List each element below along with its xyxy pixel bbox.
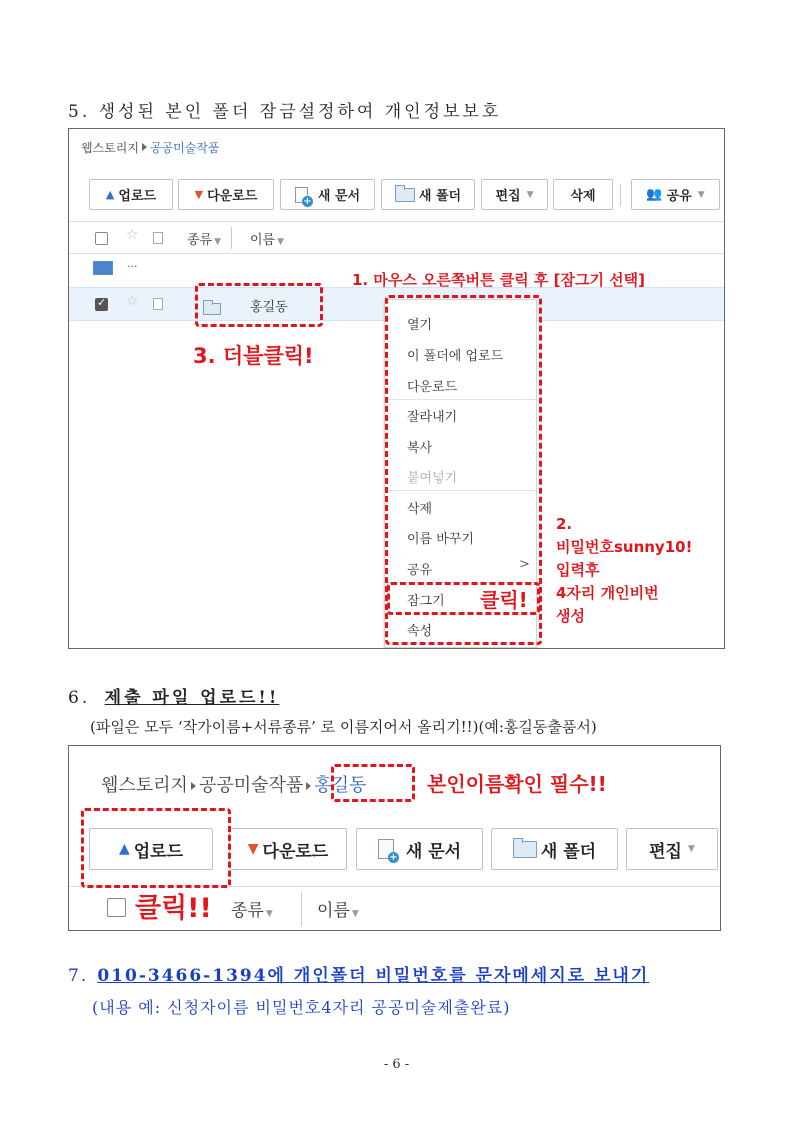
toolbar-divider bbox=[620, 184, 621, 206]
menu-item-delete[interactable]: 삭제 bbox=[407, 502, 433, 517]
upload-button[interactable]: ▲ 업로드 bbox=[89, 828, 213, 870]
edit-button[interactable]: 편집 ▼ bbox=[626, 828, 718, 870]
chevron-right-icon: > bbox=[519, 557, 530, 572]
step3-annotation: 3. 더블클릭! bbox=[193, 344, 314, 368]
menu-item-copy[interactable]: 복사 bbox=[407, 441, 433, 456]
new-document-button[interactable]: + 새 문서 bbox=[356, 828, 483, 870]
breadcrumb-root[interactable]: 웹스토리지 bbox=[101, 775, 188, 796]
parent-folder-icon[interactable] bbox=[93, 261, 113, 275]
file-type-icon bbox=[153, 298, 163, 310]
row-highlight-box bbox=[195, 283, 323, 327]
type-column-header[interactable]: 종류 ▼ bbox=[187, 233, 222, 248]
menu-item-properties[interactable]: 속성 bbox=[407, 624, 433, 639]
parent-folder-label[interactable]: ... bbox=[127, 257, 138, 270]
section-6-note: (파일은 모두 ‘작가이름+서류종류’ 로 이름지어서 올리기!!)(예:홍길동출품서) bbox=[90, 718, 597, 736]
breadcrumb-current[interactable]: 홍길동 bbox=[314, 775, 367, 796]
list-header bbox=[69, 221, 724, 254]
section-5-title: 5. 생성된 본인 폴더 잠금설정하여 개인정보보호 bbox=[68, 102, 502, 122]
row-checkbox[interactable] bbox=[95, 298, 108, 311]
click-annotation: 클릭! bbox=[480, 588, 528, 612]
share-button[interactable]: 👥 공유 ▼ bbox=[631, 179, 720, 210]
chevron-down-icon: ▼ bbox=[351, 909, 359, 919]
upload-highlight-box bbox=[81, 808, 231, 888]
column-divider bbox=[301, 892, 302, 926]
section-6-title: 6. 제출 파일 업로드!! bbox=[68, 688, 280, 708]
menu-item-download[interactable]: 다운로드 bbox=[407, 380, 458, 395]
download-button[interactable]: ▼ 다운로드 bbox=[229, 828, 347, 870]
edit-button[interactable]: 편집 ▼ bbox=[481, 179, 548, 210]
star-icon[interactable]: ☆ bbox=[126, 293, 139, 309]
page-number: - 6 - bbox=[383, 1057, 410, 1072]
people-icon: 👥 bbox=[646, 187, 663, 202]
section-7-note: (내용 예: 신청자이름 비밀번호4자리 공공미술제출완료) bbox=[92, 998, 511, 1017]
breadcrumb-arrow-icon bbox=[191, 782, 196, 790]
type-column-header[interactable]: 종류 ▼ bbox=[231, 901, 273, 921]
chevron-down-icon: ▼ bbox=[526, 189, 534, 200]
section-7-title: 7. 010-3466-1394에 개인폴더 비밀번호를 문자메세지로 보내기 bbox=[68, 966, 650, 986]
name-column-header[interactable]: 이름 ▼ bbox=[317, 901, 359, 921]
menu-item-upload-here[interactable]: 이 폴더에 업로드 bbox=[407, 349, 504, 364]
folder-icon bbox=[395, 188, 415, 202]
delete-button[interactable]: 삭제 bbox=[553, 179, 613, 210]
arrow-down-icon: ▼ bbox=[247, 841, 259, 857]
breadcrumb-arrow-icon bbox=[306, 782, 311, 790]
confirm-name-annotation: 본인이름확인 필수!! bbox=[427, 772, 607, 796]
chevron-down-icon: ▼ bbox=[687, 844, 695, 854]
chevron-down-icon: ▼ bbox=[277, 237, 285, 247]
name-column-header[interactable]: 이름 ▼ bbox=[250, 233, 285, 248]
step2-annotation: 2. 비밀번호sunny10! 입력후 4자리 개인비번 생성 bbox=[556, 515, 693, 625]
download-button[interactable]: ▼ 다운로드 bbox=[178, 179, 274, 210]
step1-annotation: 1. 마우스 오른쪽버튼 클릭 후 [잠그기 선택] bbox=[352, 271, 646, 289]
new-folder-button[interactable]: 새 폴더 bbox=[491, 828, 618, 870]
menu-item-cut[interactable]: 잘라내기 bbox=[407, 410, 458, 425]
name-highlight-box bbox=[331, 764, 415, 802]
chevron-down-icon: ▼ bbox=[214, 237, 222, 247]
star-icon[interactable]: ☆ bbox=[126, 227, 139, 243]
click-annotation: 클릭!! bbox=[135, 893, 212, 924]
new-document-icon bbox=[295, 187, 308, 203]
menu-item-paste: 붙여넣기 bbox=[407, 471, 458, 486]
menu-item-lock[interactable]: 잠그기 bbox=[407, 594, 445, 609]
menu-item-open[interactable]: 열기 bbox=[407, 318, 433, 333]
storage-screenshot-lock bbox=[68, 128, 725, 649]
breadcrumb bbox=[81, 139, 220, 156]
new-folder-button[interactable]: 새 폴더 bbox=[381, 179, 475, 210]
file-type-icon bbox=[153, 232, 163, 244]
row-name[interactable]: 홍길동 bbox=[250, 300, 288, 315]
select-all-checkbox[interactable] bbox=[95, 232, 108, 245]
chevron-down-icon: ▼ bbox=[265, 909, 273, 919]
menu-item-share[interactable]: 공유 bbox=[407, 563, 433, 578]
arrow-down-icon: ▼ bbox=[194, 188, 204, 201]
breadcrumb-root[interactable]: 웹스토리지 bbox=[81, 141, 139, 155]
select-all-checkbox[interactable] bbox=[107, 898, 126, 917]
breadcrumb-folder[interactable]: 공공미술작품 bbox=[149, 141, 220, 155]
breadcrumb bbox=[101, 771, 366, 797]
folder-icon bbox=[513, 841, 537, 858]
new-document-icon bbox=[378, 839, 394, 859]
menu-item-rename[interactable]: 이름 바꾸기 bbox=[407, 532, 474, 547]
arrow-up-icon: ▲ bbox=[118, 841, 130, 857]
arrow-up-icon: ▲ bbox=[105, 188, 115, 201]
column-divider bbox=[231, 227, 232, 249]
storage-screenshot-upload bbox=[68, 745, 721, 931]
upload-button[interactable]: ▲ 업로드 bbox=[89, 179, 173, 210]
chevron-down-icon: ▼ bbox=[697, 189, 705, 200]
breadcrumb-folder[interactable]: 공공미술작품 bbox=[198, 775, 304, 796]
breadcrumb-arrow-icon bbox=[142, 143, 147, 151]
new-document-button[interactable]: + 새 문서 bbox=[280, 179, 375, 210]
